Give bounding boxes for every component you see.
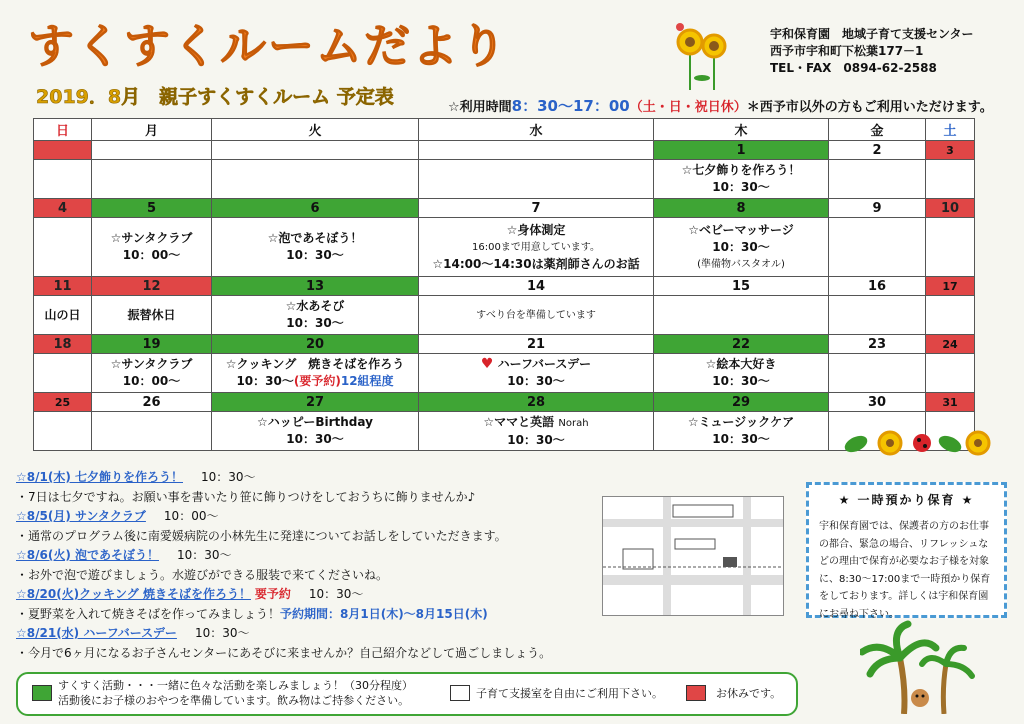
date-cell: [212, 141, 419, 160]
activity-row: [34, 354, 975, 393]
activity-title: ☆ハッピーBirthday: [257, 415, 373, 429]
date-cell: 24: [926, 335, 975, 354]
note-body: ・お外で泡で遊びましょう。水遊びができる服装で来てくださいね。: [16, 567, 389, 582]
palm-tree-illustration: [860, 618, 980, 714]
weekday-sat: 土: [926, 119, 975, 141]
date-cell: 21: [419, 335, 654, 354]
date-row: [34, 277, 975, 296]
temp-care-body: 宇和保育園では、保護者の方のお仕事の都合、緊急の場合、リフレッシュなどの理由で保育が必要なお子様を対象に、8:30～17:00まで一時預かり保育をしております。詳しくは宇和保育園にお尋ね下さい。: [819, 521, 991, 620]
legend-swatch-red: [686, 685, 706, 701]
hours-closed: （土・日・祝日休）: [629, 100, 747, 115]
activity-cell: [34, 412, 92, 451]
note-time: 10：30～: [194, 626, 250, 640]
schedule-subtitle: 2019．8月 親子すくすくルーム 予定表: [36, 86, 394, 108]
activity-time: 10：30～: [712, 239, 770, 254]
date-cell: [92, 141, 212, 160]
activity-cell: [829, 354, 926, 393]
activity-cell: [212, 354, 419, 393]
date-cell: 1: [654, 141, 829, 160]
activity-title: ☆サンタクラブ: [110, 357, 193, 371]
activity-time: 10：00～: [122, 248, 181, 262]
activity-time: 10：30～: [507, 432, 565, 447]
hours-line: [448, 95, 993, 116]
activity-cell: [926, 160, 975, 199]
notes-section: [16, 468, 606, 663]
newsletter-title: すくすくルームだより: [28, 19, 508, 73]
organization-info: [770, 26, 974, 77]
legend-white-text: 子育て支援室を自由にご利用下さい。: [476, 687, 663, 700]
reservation-period: 予約期間：8月1日(木)～8月15日(木): [280, 606, 488, 621]
date-cell: 28: [419, 393, 654, 412]
activity-cell: [654, 160, 829, 199]
activity-row: [34, 412, 975, 451]
legend-green-line1: すくすく活動・・・一緒に色々な活動を楽しみましょう！（30分程度）: [58, 679, 413, 692]
reservation-required: 要予約: [254, 587, 291, 601]
activity-cell: [212, 160, 419, 199]
activity-cell: [34, 354, 92, 393]
activity-cell: [212, 412, 419, 451]
date-cell: 11: [34, 277, 92, 296]
date-cell: 12: [92, 277, 212, 296]
activity-cell: [654, 354, 829, 393]
activity-time: 10：30～: [236, 374, 294, 388]
date-cell: 18: [34, 335, 92, 354]
heart-icon: ♥: [480, 356, 494, 372]
date-cell: 20: [212, 335, 419, 354]
activity-time: 10：30～: [507, 374, 565, 388]
note-heading: ☆8/20(火)クッキング 焼きそばを作ろう！: [16, 587, 251, 601]
activity-cell: [92, 412, 212, 451]
date-cell: 7: [419, 199, 654, 218]
activity-title: ☆泡であそぼう！: [267, 231, 363, 245]
note-heading: ☆8/21(水) ハーフバースデー: [16, 626, 177, 640]
activity-time: 10：00～: [122, 374, 181, 388]
note-body: ・通常のプログラム後に南愛媛病院の小林先生に発達についてお話しをしていただきます。: [16, 528, 507, 543]
date-row: [34, 335, 975, 354]
date-cell: 22: [654, 335, 829, 354]
activity-title: ☆絵本大好き: [705, 357, 777, 371]
sunflower-illustration: [672, 22, 732, 96]
weekday-fri: 金: [829, 119, 926, 141]
date-cell: 16: [829, 277, 926, 296]
activity-cell: 山の日: [34, 296, 92, 335]
date-cell: 13: [212, 277, 419, 296]
activity-cell: [926, 218, 975, 277]
activity-cell: [212, 218, 419, 277]
activity-cell: [419, 160, 654, 199]
activity-time: 10：30～: [712, 180, 770, 194]
note-time: 10：30～: [201, 470, 256, 484]
date-cell: 25: [34, 393, 92, 412]
activity-cell: [34, 160, 92, 199]
legend-swatch-white: [450, 685, 470, 701]
note-heading: ☆8/5(月) サンタクラブ: [16, 509, 146, 523]
activity-title: ☆ママと英語: [483, 414, 555, 429]
date-cell: 3: [926, 141, 975, 160]
weekday-header-row: [34, 119, 975, 141]
activity-talk: ☆14:00～14:30は薬剤師さんのお話: [432, 256, 640, 271]
org-address: 西予市宇和町下松葉177－1: [770, 44, 924, 58]
date-cell: [419, 141, 654, 160]
activity-cell: 振替休日: [92, 296, 212, 335]
note-body: ・今月で6ヶ月になるお子さんセンターにあそびに来ませんか？自己紹介などして過ごしましょう。: [16, 645, 552, 660]
activity-time: 10：30～: [712, 432, 770, 446]
reservation-required: (要予約): [293, 374, 341, 388]
activity-cell: [654, 218, 829, 277]
note-time: 10：30～: [177, 548, 232, 562]
teacher-name: Norah: [558, 417, 589, 429]
temporary-childcare-box: [806, 482, 1007, 618]
activity-cell: [926, 354, 975, 393]
org-tel: TEL・FAX 0894-62-2588: [770, 61, 937, 75]
legend-box: [16, 672, 798, 716]
capacity-note: 12組程度: [340, 374, 394, 388]
date-cell: 31: [926, 393, 975, 412]
date-cell: 29: [654, 393, 829, 412]
date-cell: 30: [829, 393, 926, 412]
activity-title: ☆クッキング 焼きそばを作ろう: [225, 357, 405, 371]
date-cell: 10: [926, 199, 975, 218]
date-cell: 15: [654, 277, 829, 296]
activity-cell: [92, 354, 212, 393]
hours-note: ＊西予市以外の方もご利用いただけます。: [746, 100, 993, 115]
activity-row: [34, 296, 975, 335]
activity-row: [34, 218, 975, 277]
activity-cell: [419, 296, 654, 335]
activity-cell: [829, 218, 926, 277]
activity-row: [34, 160, 975, 199]
weekday-wed: 水: [419, 119, 654, 141]
activity-note: すべり台を準備しています: [476, 310, 596, 321]
activity-cell: [419, 218, 654, 277]
activity-cell: [419, 412, 654, 451]
activity-title: ☆サンタクラブ: [110, 231, 193, 245]
temp-care-title: ★ 一時預かり保育 ★: [838, 493, 975, 507]
weekday-sun: 日: [34, 119, 92, 141]
hours-time: 8：30～17：00: [511, 97, 630, 115]
activity-cell: [829, 160, 926, 199]
date-cell: [34, 141, 92, 160]
legend-red-text: お休みです。: [716, 687, 782, 700]
activity-cell: [829, 296, 926, 335]
weekday-mon: 月: [92, 119, 212, 141]
date-cell: 27: [212, 393, 419, 412]
note-heading: ☆8/1(木) 七夕飾りを作ろう！: [16, 470, 183, 484]
activity-title: ハーフバースデー: [497, 357, 592, 371]
activity-cell: [654, 296, 829, 335]
date-cell: 8: [654, 199, 829, 218]
date-cell: 14: [419, 277, 654, 296]
activity-title: ☆ベビーマッサージ: [688, 222, 794, 237]
activity-cell: [92, 218, 212, 277]
weekday-thu: 木: [654, 119, 829, 141]
activity-cell: [419, 354, 654, 393]
date-row: [34, 393, 975, 412]
date-cell: 17: [926, 277, 975, 296]
activity-title: ☆身体測定: [506, 222, 566, 237]
activity-time: 10：30～: [286, 316, 344, 330]
activity-note: (準備物バスタオル): [697, 258, 785, 270]
activity-cell: [654, 412, 829, 451]
note-time: 10：00～: [163, 509, 219, 523]
activity-time: 10：30～: [712, 374, 770, 388]
date-cell: 23: [829, 335, 926, 354]
date-row: [34, 141, 975, 160]
date-cell: 6: [212, 199, 419, 218]
activity-title: ☆水あそび: [285, 299, 345, 313]
location-map: [602, 496, 784, 616]
date-cell: 4: [34, 199, 92, 218]
activity-time: 10：30～: [286, 432, 344, 446]
date-cell: 2: [829, 141, 926, 160]
date-row: [34, 199, 975, 218]
date-cell: 19: [92, 335, 212, 354]
legend-green-line2: 活動後にお子様のおやつを準備しています。飲み物はご持参ください。: [58, 694, 410, 707]
activity-time: 10：30～: [286, 248, 344, 262]
sunflower-ladybug-decoration: [842, 428, 992, 464]
activity-cell: [212, 296, 419, 335]
calendar-table: [33, 118, 975, 451]
activity-cell: [926, 296, 975, 335]
date-cell: 5: [92, 199, 212, 218]
note-body: ・夏野菜を入れて焼きそばを作ってみましょう！: [16, 606, 281, 621]
activity-cell: [34, 218, 92, 277]
weekday-tue: 火: [212, 119, 419, 141]
date-cell: 26: [92, 393, 212, 412]
activity-title: ☆ミュージックケア: [687, 415, 795, 429]
activity-title: ☆七夕飾りを作ろう！: [681, 163, 801, 177]
date-cell: 9: [829, 199, 926, 218]
note-body: ・7日は七夕ですね。お願い事を書いたり笹に飾りつけをしておうちに飾りませんか♪: [16, 489, 476, 504]
note-time: 10：30～: [308, 587, 364, 601]
activity-cell: [92, 160, 212, 199]
activity-note: 16:00まで用意しています。: [471, 241, 601, 253]
org-name: 宇和保育園 地域子育て支援センター: [770, 27, 974, 41]
note-heading: ☆8/6(火) 泡であそぼう！: [16, 548, 159, 562]
legend-swatch-green: [32, 685, 52, 701]
hours-label: ☆利用時間: [448, 100, 512, 115]
